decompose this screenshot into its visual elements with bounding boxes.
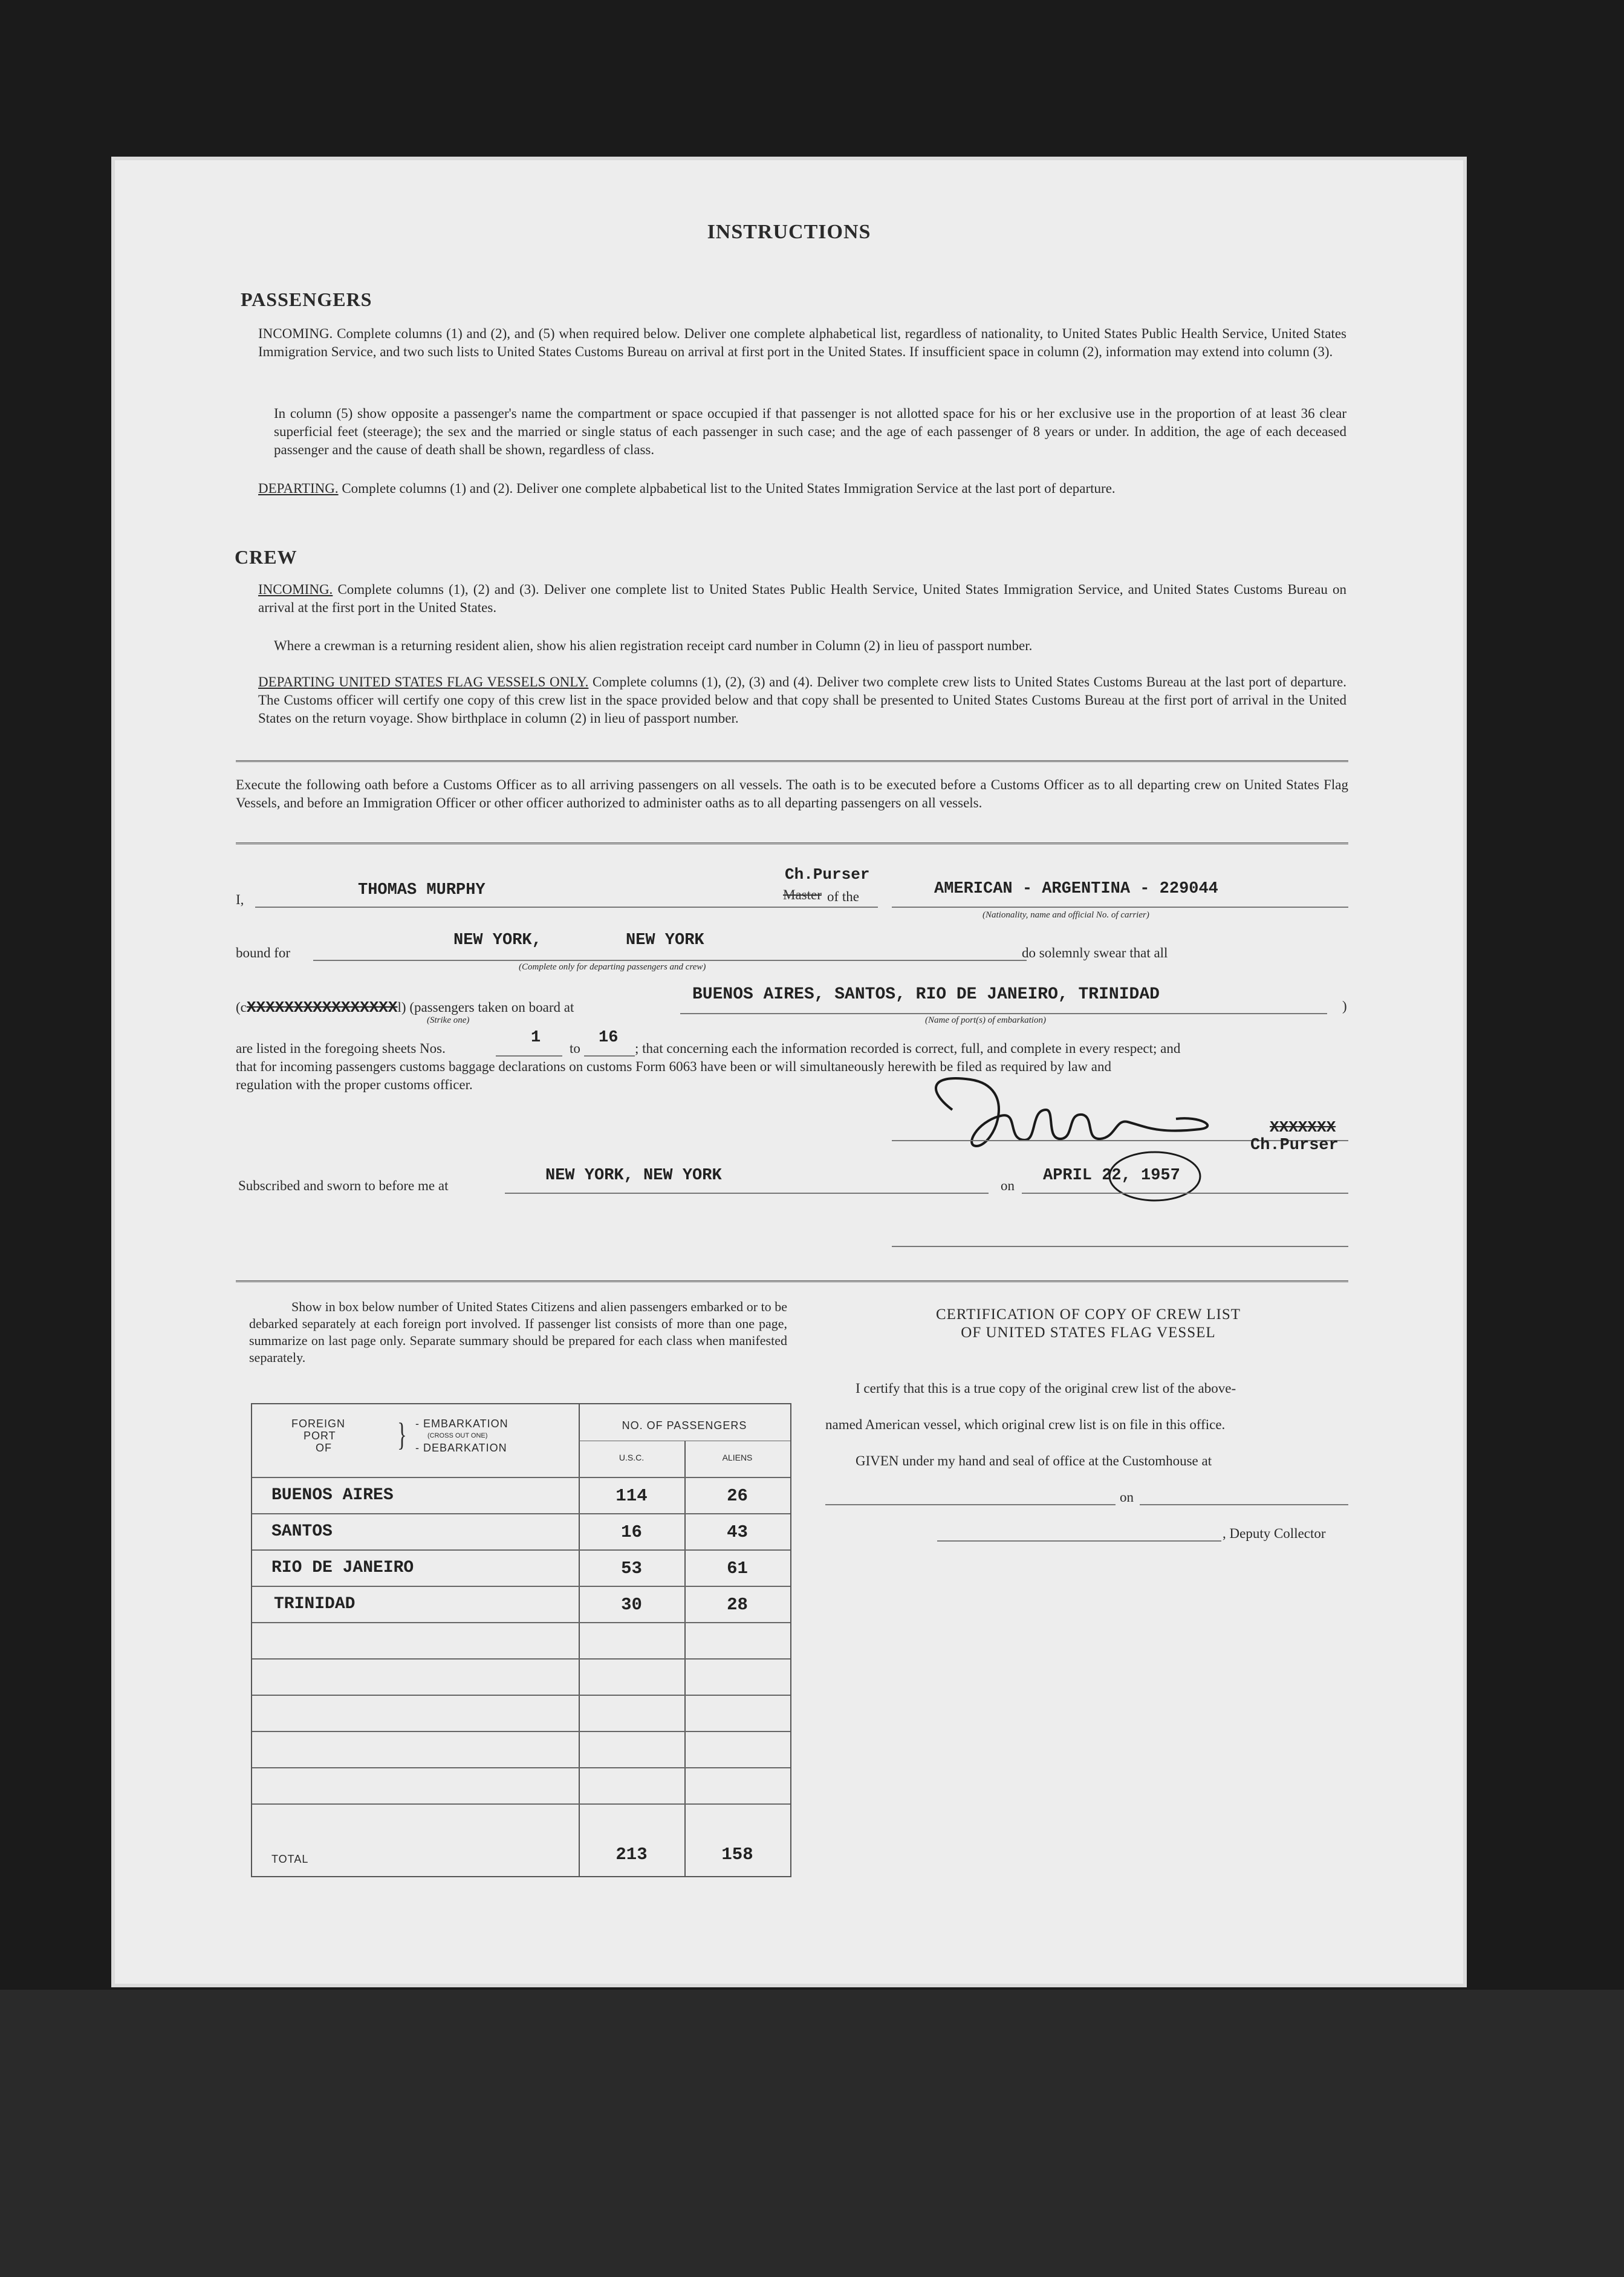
listed-rest-3: regulation with the proper customs officer. bbox=[236, 1077, 473, 1092]
flag-vessels-text: Complete columns (1), (2), (3) and (4). Deliver two complete crew lists to United States Customs Bureau at the last port of departure. The Customs officer will certify one copy of this crew list in the space provided below and that copy shall be presented to United States Customs Bureau at the first port of arrival in the United States on the return voyage. Show birthplace in column (2) in lieu of passport number. bbox=[258, 674, 1347, 726]
col-usc: U.S.C. bbox=[619, 1453, 645, 1462]
declarant-title: Ch.Purser bbox=[785, 865, 870, 884]
carrier-line bbox=[892, 907, 1348, 908]
row-usc: 30 bbox=[621, 1595, 642, 1615]
sheet-from: 1 bbox=[531, 1029, 541, 1047]
strike-caption: (Strike one) bbox=[427, 1015, 470, 1025]
certification-heading-2: OF UNITED STATES FLAG VESSEL bbox=[961, 1324, 1216, 1341]
sheet-from-line bbox=[496, 1055, 562, 1057]
deputy-collector-label: , Deputy Collector bbox=[1223, 1526, 1326, 1541]
passengers-heading: PASSENGERS bbox=[241, 288, 372, 310]
crew-suffix: l) (passengers taken on board at bbox=[397, 1000, 574, 1015]
subscribed-label: Subscribed and sworn to before me at bbox=[238, 1178, 449, 1193]
incoming-label: INCOMING. bbox=[258, 326, 333, 341]
bound-for-caption: (Complete only for departing passengers and crew) bbox=[519, 962, 706, 972]
col-of: OF bbox=[316, 1442, 332, 1454]
col-passengers: NO. OF PASSENGERS bbox=[622, 1419, 747, 1432]
crew-passengers-clause bbox=[236, 998, 574, 1017]
total-usc: 213 bbox=[615, 1845, 648, 1865]
flag-vessels-label: DEPARTING UNITED STATES FLAG VESSELS ONLY. bbox=[258, 674, 589, 689]
brace: } bbox=[397, 1416, 407, 1453]
certification-text-1: I certify that this is a true copy of the original crew list of the above- bbox=[856, 1381, 1236, 1396]
row-aliens: 26 bbox=[727, 1486, 748, 1506]
divider-1 bbox=[236, 760, 1348, 762]
crew-incoming-text: Complete columns (1), (2) and (3). Deliver one complete list to United States Public Health Service, United States Immigration Service, and United States Customs Bureau on arrival at the first port in the United States. bbox=[258, 582, 1347, 615]
crew-incoming-paragraph bbox=[258, 581, 1346, 617]
crew-prefix: (c bbox=[236, 1000, 247, 1015]
crew-heading: CREW bbox=[235, 546, 297, 568]
crew-incoming-label: INCOMING. bbox=[258, 582, 333, 597]
bound-for-line bbox=[313, 960, 1027, 961]
sheet-to: 16 bbox=[599, 1029, 619, 1047]
signer-struck: XXXXXXX bbox=[1270, 1118, 1336, 1136]
sheet-to-line bbox=[584, 1055, 635, 1057]
row-port: BUENOS AIRES bbox=[271, 1486, 394, 1505]
divider-2 bbox=[236, 842, 1348, 844]
sworn-date-line bbox=[1022, 1193, 1348, 1194]
embarkation-label: - EMBARKATION bbox=[415, 1418, 508, 1430]
scan-background-bottom bbox=[0, 1990, 1624, 2277]
bound-for-label: bound for bbox=[236, 945, 291, 960]
incoming-text: Complete columns (1) and (2), and (5) when required below. Deliver one complete alphabetical list, regardless of nationality, to United States Public Health Service, United States Immigration Service, and two such lists to United States Customs Bureau on arrival at first port in the United States. If insufficient space in column (2), information may extend into column (3). bbox=[258, 326, 1347, 359]
col-aliens: ALIENS bbox=[722, 1453, 753, 1462]
certification-heading-1: CERTIFICATION OF COPY OF CREW LIST bbox=[935, 1306, 1241, 1323]
certification-date-line bbox=[1140, 1504, 1348, 1505]
certification-on-label: on bbox=[1120, 1490, 1134, 1505]
row-usc: 53 bbox=[621, 1559, 642, 1578]
col-foreign: FOREIGN bbox=[291, 1418, 346, 1430]
divider-3 bbox=[236, 1280, 1348, 1282]
departing-label: DEPARTING. bbox=[258, 481, 339, 496]
row-port: TRINIDAD bbox=[274, 1595, 356, 1614]
crew-strike: XXXXXXXXXXXXXXXX bbox=[246, 998, 398, 1017]
listed-rest-1: ; that concerning each the information recorded is correct, full, and complete in every respect; and bbox=[635, 1041, 1181, 1056]
to-label: to bbox=[570, 1041, 580, 1056]
carrier-value: AMERICAN - ARGENTINA - 229044 bbox=[934, 880, 1218, 898]
summary-note: Show in box below number of United States Citizens and alien passengers embarked or to be debarked separately at each foreign port involved. If passenger list consists of more than one page, summarize on last page only. Separate summary should be prepared for each class when manifested separately. bbox=[249, 1299, 787, 1365]
sworn-date: APRIL 22, 1957 bbox=[1043, 1167, 1180, 1185]
certification-text-3: GIVEN under my hand and seal of office at the Customhouse at bbox=[856, 1453, 1212, 1468]
document-page bbox=[115, 160, 1463, 1984]
listed-rest-2: that for incoming passengers customs baggage declarations on customs Form 6063 have been or will simultaneously herewith be filed as required by law and bbox=[236, 1059, 1112, 1074]
bound-for-city: NEW YORK, bbox=[453, 931, 542, 950]
of-the-label: of the bbox=[827, 889, 860, 904]
row-aliens: 43 bbox=[727, 1522, 748, 1542]
oath-intro: Execute the following oath before a Customs Officer as to all arriving passengers on all vessels. The oath is to be executed before a Customs Officer as to all departing crew on United States Flag Vessels, and before an Immigration Officer or other officer authorized to administer oaths as to all departing passengers on all vessels. bbox=[236, 777, 1348, 810]
signer-title: Ch.Purser bbox=[1250, 1136, 1339, 1155]
crewman-paragraph: Where a crewman is a returning resident alien, show his alien registration receipt card number in Column (2) in lieu of passport number. bbox=[274, 638, 1033, 653]
flag-vessels-paragraph bbox=[258, 673, 1346, 728]
passengers-departing-paragraph bbox=[258, 480, 1346, 498]
row-port: SANTOS bbox=[271, 1522, 333, 1541]
departing-text: Complete columns (1) and (2). Deliver one complete alpbabetical list to the United States Immigration Service at the last port of departure. bbox=[342, 481, 1116, 496]
row-aliens: 61 bbox=[727, 1559, 748, 1578]
row-port: RIO DE JANEIRO bbox=[271, 1559, 414, 1577]
row-usc: 16 bbox=[621, 1522, 642, 1542]
col-port: PORT bbox=[304, 1430, 336, 1442]
close-paren: ) bbox=[1342, 998, 1347, 1014]
name-line bbox=[255, 907, 878, 908]
swear-text: do solemnly swear that all bbox=[1022, 945, 1168, 960]
ports-line bbox=[680, 1013, 1327, 1014]
officer-signature-line bbox=[892, 1246, 1348, 1247]
row-aliens: 28 bbox=[727, 1595, 748, 1615]
deputy-signature-line bbox=[937, 1540, 1221, 1542]
column5-paragraph: In column (5) show opposite a passenger's name the compartment or space occupied if that passenger is not allotted space for his or her exclusive use in the proportion of at least 36 clear superficial feet (steerage); the sex and the married or single status of each passenger in such case; and the age of each passenger of 8 years or under. In addition, the age of each deceased passenger and the cause of death shall be shown, regardless of class. bbox=[274, 406, 1346, 457]
customhouse-line bbox=[825, 1504, 1116, 1505]
declarant-name: THOMAS MURPHY bbox=[358, 881, 486, 899]
listed-label: are listed in the foregoing sheets Nos. bbox=[236, 1041, 446, 1056]
carrier-caption: (Nationality, name and official No. of carrier) bbox=[983, 910, 1149, 920]
certification-text-2: named American vessel, which original crew list is on file in this office. bbox=[825, 1417, 1226, 1432]
row-usc: 114 bbox=[615, 1486, 648, 1506]
passengers-incoming-paragraph bbox=[258, 325, 1346, 361]
ports-caption: (Name of port(s) of embarkation) bbox=[925, 1015, 1046, 1025]
total-label: TOTAL bbox=[271, 1853, 309, 1865]
embarkation-ports: BUENOS AIRES, SANTOS, RIO DE JANEIRO, TRINIDAD bbox=[692, 985, 1160, 1004]
on-label: on bbox=[1001, 1178, 1015, 1193]
i-label: I, bbox=[236, 892, 244, 907]
debarkation-label: - DEBARKATION bbox=[415, 1442, 507, 1454]
bound-for-state: NEW YORK bbox=[626, 931, 704, 950]
passenger-summary-table bbox=[251, 1403, 791, 1877]
sworn-place-line bbox=[505, 1193, 989, 1194]
sworn-place: NEW YORK, NEW YORK bbox=[545, 1167, 722, 1185]
page-title: INSTRUCTIONS bbox=[707, 221, 871, 243]
master-struck: Master bbox=[783, 887, 822, 902]
total-aliens: 158 bbox=[721, 1845, 753, 1865]
cross-out-label: (CROSS OUT ONE) bbox=[427, 1432, 488, 1439]
